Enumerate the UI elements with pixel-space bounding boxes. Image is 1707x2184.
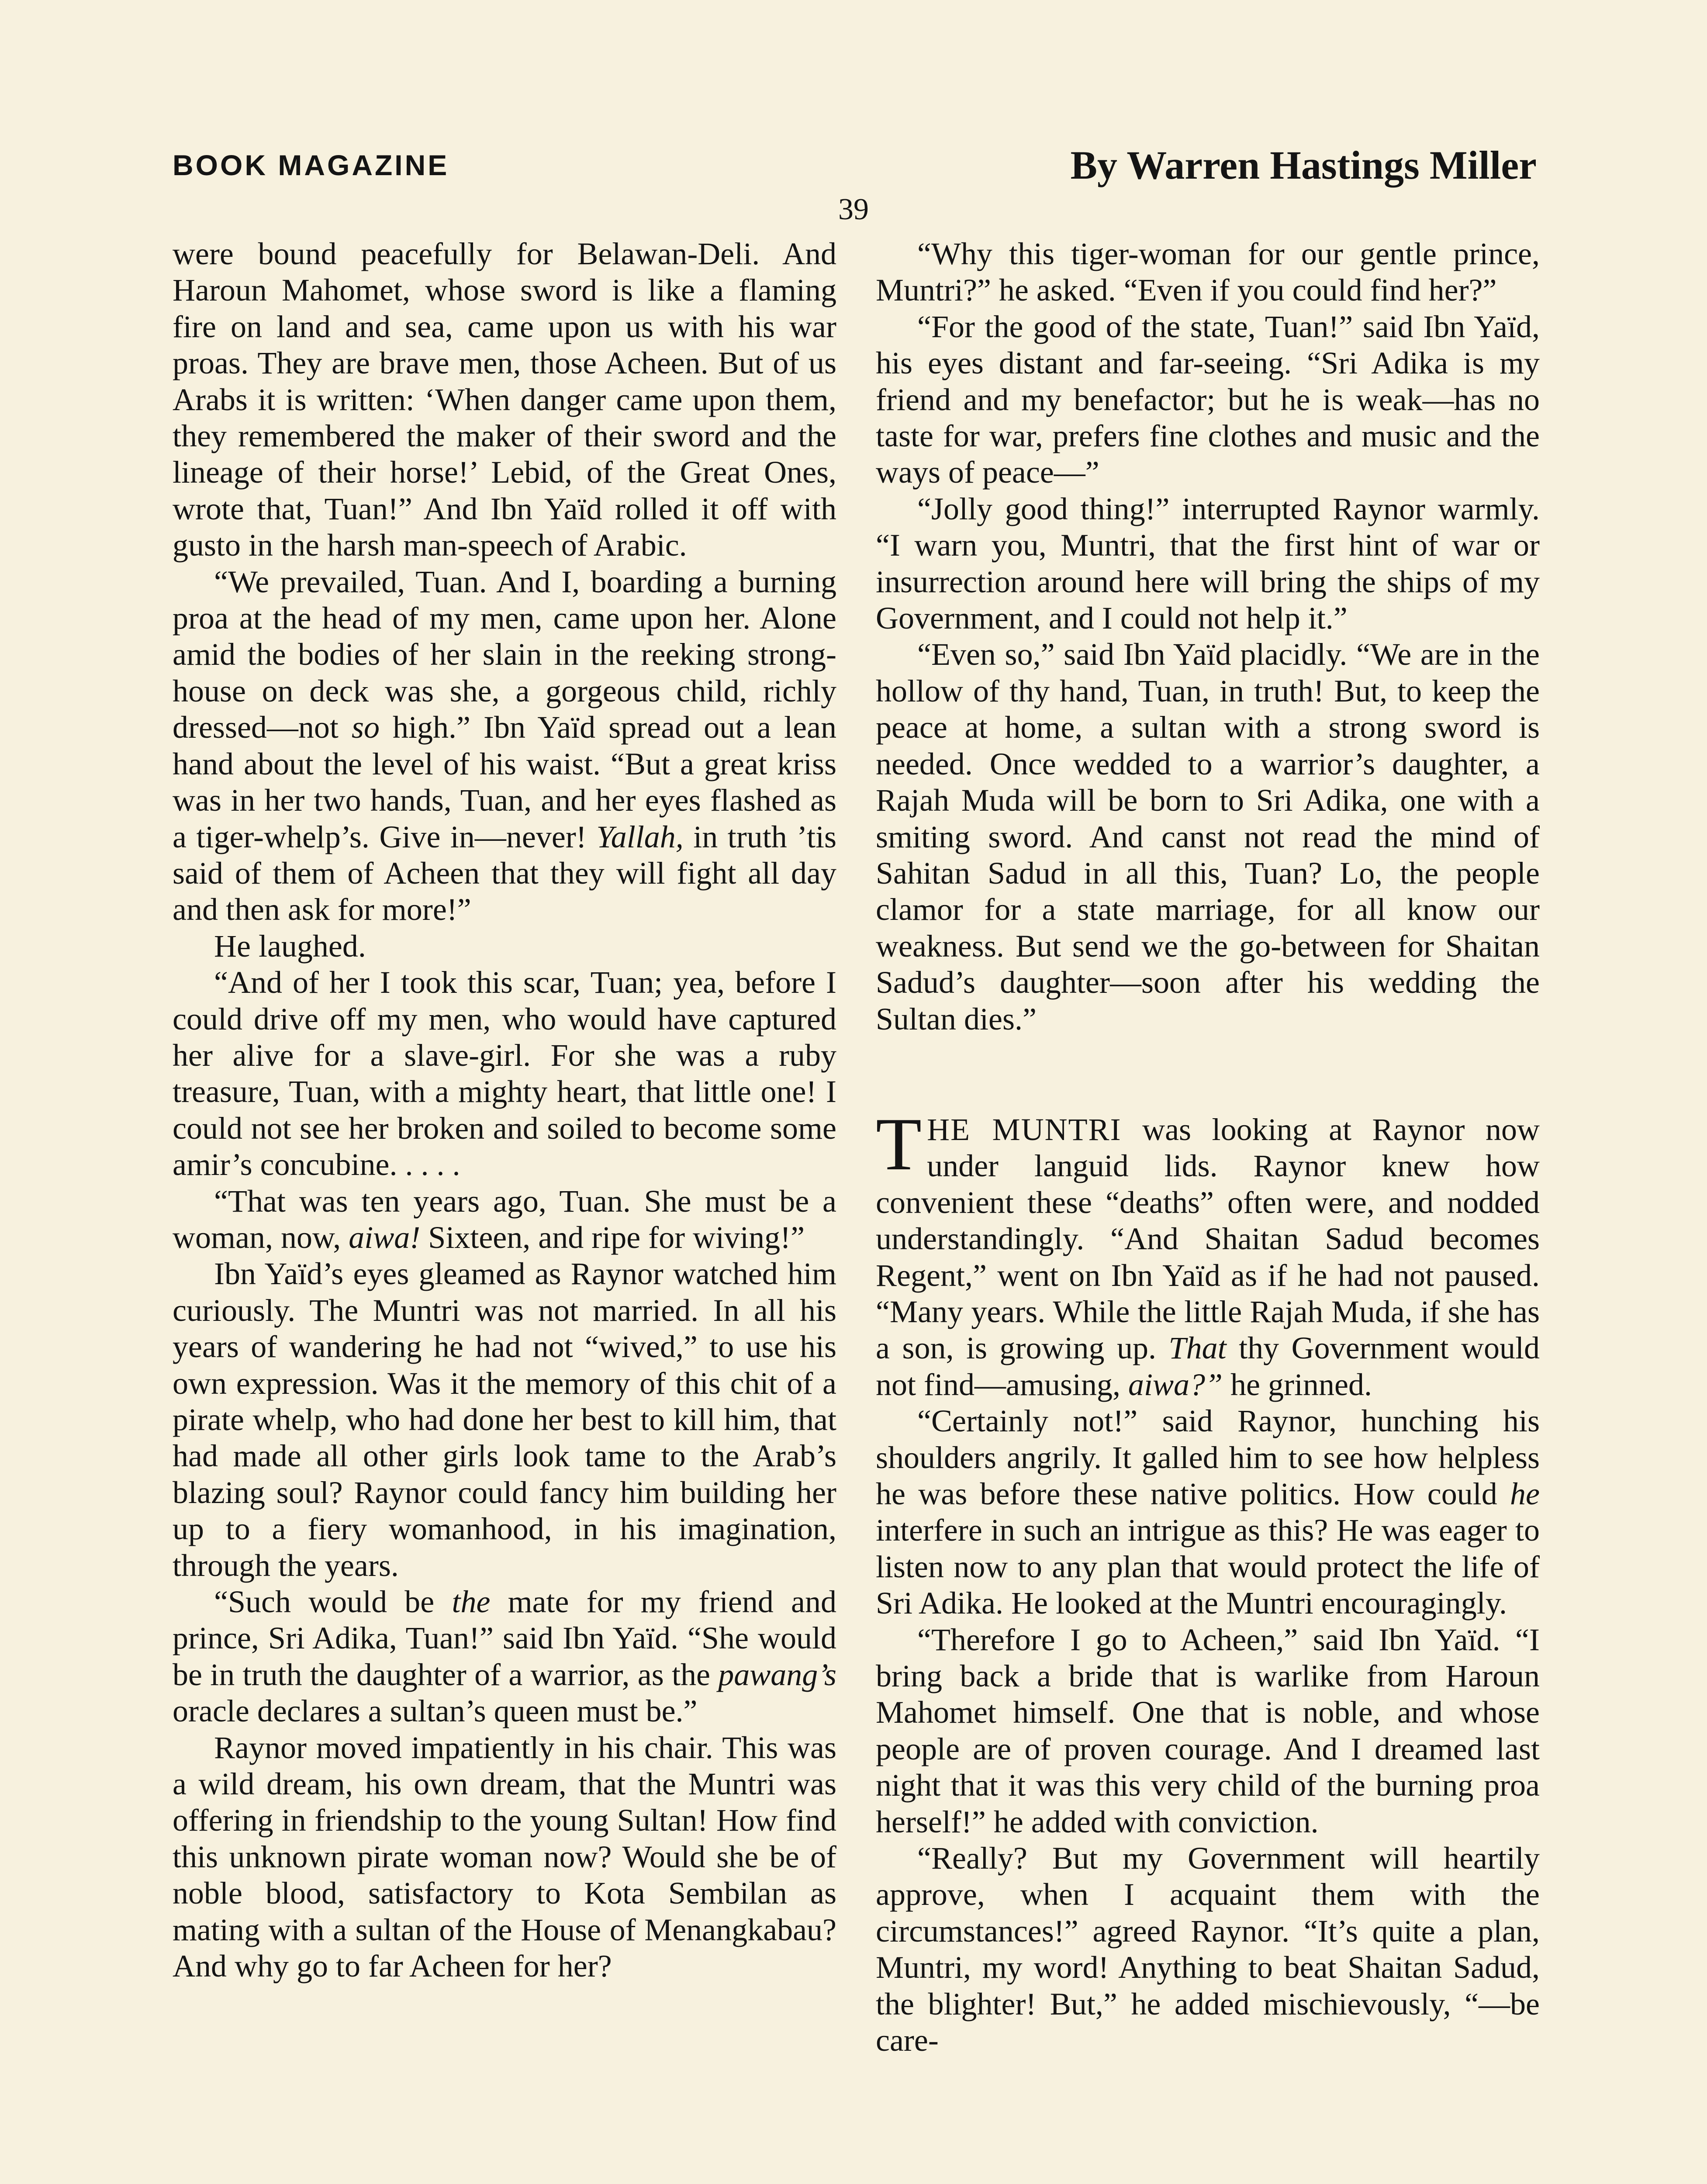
- page-number: 39: [838, 193, 869, 226]
- right-column: [876, 236, 1540, 2059]
- paragraph: Raynor moved impatiently in his chair. This was a wild dream, his own dream, that the Muntri was offering in friendship to the young Sultan! How find this unknown pirate woman now? Would she be of noble blood, satisfactory to Kota Sembilan as mating with a sultan of the House of Menangkabau? And why go to far Acheen for her?: [173, 1730, 836, 1984]
- paragraph: were bound peacefully for Belawan-Deli. And Haroun Mahomet, whose sword is like a flaming fire on land and sea, came upon us with his war proas. They are brave men, those Acheen. But of us Arabs it is written: ‘When danger came upon them, they remembered the maker of their sword and the lineage of their horse!’ Lebid, of the Great Ones, wrote that, Tuan!” And Ibn Yaïd rolled it off with gusto in the harsh man-speech of Arabic.: [173, 236, 836, 563]
- paragraph: “Therefore I go to Acheen,” said Ibn Yaïd. “I bring back a bride that is warlike from Haroun Mahomet himself. One that is noble, and whose people are of proven courage. And I dreamed last night that it was this very child of the burning proa herself!” he added with conviction.: [876, 1622, 1540, 1839]
- author-byline: By Warren Hastings Miller: [1070, 143, 1537, 187]
- paragraph: “And of her I took this scar, Tuan; yea, before I could drive off my men, who would have captured her alive for a slave-girl. For she was a ruby treasure, Tuan, with a mighty heart, that little one! I could not see her broken and soiled to become some amir’s concubine. . . . .: [173, 965, 836, 1182]
- left-column: [173, 236, 836, 1985]
- magazine-title: BOOK MAGAZINE: [173, 149, 449, 181]
- paragraph: “Jolly good thing!” interrupted Raynor warmly. “I warn you, Muntri, that the first hint of war or insurrection around here will bring the ships of my Government, and I could not help it.”: [876, 491, 1540, 636]
- paragraph: “For the good of the state, Tuan!” said Ibn Yaïd, his eyes distant and far-seeing. “Sri Adika is my friend and my benefactor; but he is weak—has no taste for war, prefers fine clothes and music and the ways of peace—”: [876, 309, 1540, 490]
- paragraph: “We prevailed, Tuan. And I, boarding a burning proa at the head of my men, came upon her. Alone amid the bodies of her slain in the reeking strong-house on deck was she, a gorgeous child, richly dressed—not so high.” Ibn Yaïd spread out a lean hand about the level of his waist. “But a great kriss was in her two hands, Tuan, and her eyes flashed as a tiger-whelp’s. Give in—never! Yallah, in truth ’tis said of them of Acheen that they will fight all day and then ask for more!”: [173, 564, 836, 927]
- paragraph: “Even so,” said Ibn Yaïd placidly. “We are in the hollow of thy hand, Tuan, in truth! But, to keep the peace at home, a sultan with a strong sword is needed. Once wedded to a warrior’s daughter, a Rajah Muda will be born to Sri Adika, one with a smiting sword. And canst not read the mind of Sahitan Sadud in all this, Tuan? Lo, the people clamor for a state marriage, for all know our weakness. But send we the go-between for Shaitan Sadud’s daughter—soon after his wedding the Sultan dies.”: [876, 637, 1540, 1037]
- paragraph: “Certainly not!” said Raynor, hunching his shoulders angrily. It galled him to see how helpless he was before these native politics. How could he interfere in such an intrigue as this? He was eager to listen now to any plan that would protect the life of Sri Adika. He looked at the Muntri encouragingly.: [876, 1403, 1540, 1621]
- paragraph: He laughed.: [214, 928, 366, 964]
- drop-cap: T: [876, 1102, 922, 1186]
- paragraph: Ibn Yaïd’s eyes gleamed as Raynor watched him curiously. The Muntri was not married. In all his years of wandering he had not “wived,” to use his own expression. Was it the memory of this chit of a pirate whelp, who had done her best to kill him, that had made all other girls look tame to the Arab’s blazing soul? Raynor could fancy him building her up to a fiery womanhood, in his imagination, through the years.: [173, 1256, 836, 1583]
- paragraph: “Really? But my Government will heartily approve, when I acquaint them with the circumstances!” agreed Raynor. “It’s quite a plan, Muntri, my word! Anything to beat Shaitan Sadud, the blighter! But,” he added mischievously, “—be care-: [876, 1841, 1540, 2058]
- paragraph: “Why this tiger-woman for our gentle prince, Muntri?” he asked. “Even if you could find her?”: [876, 236, 1540, 308]
- paragraph: “Such would be the mate for my friend and prince, Sri Adika, Tuan!” said Ibn Yaïd. “She would be in truth the daughter of a warrior, as the pawang’s oracle declares a sultan’s queen must be.”: [173, 1584, 837, 1729]
- section-opening-paragraph: THE MUNTRI was looking at Raynor now under languid lids. Raynor knew how convenient these “deaths” often were, and nodded understandingly. “And Shaitan Sadud becomes Regent,” went on Ibn Yaïd as if he had not paused. “Many years. While the little Rajah Muda, if she has a son, is growing up. That thy Government would not find—amusing, aiwa?” he grinned.: [876, 1102, 1540, 1402]
- paragraph: “That was ten years ago, Tuan. She must be a woman, now, aiwa! Sixteen, and ripe for wiving!”: [173, 1183, 836, 1255]
